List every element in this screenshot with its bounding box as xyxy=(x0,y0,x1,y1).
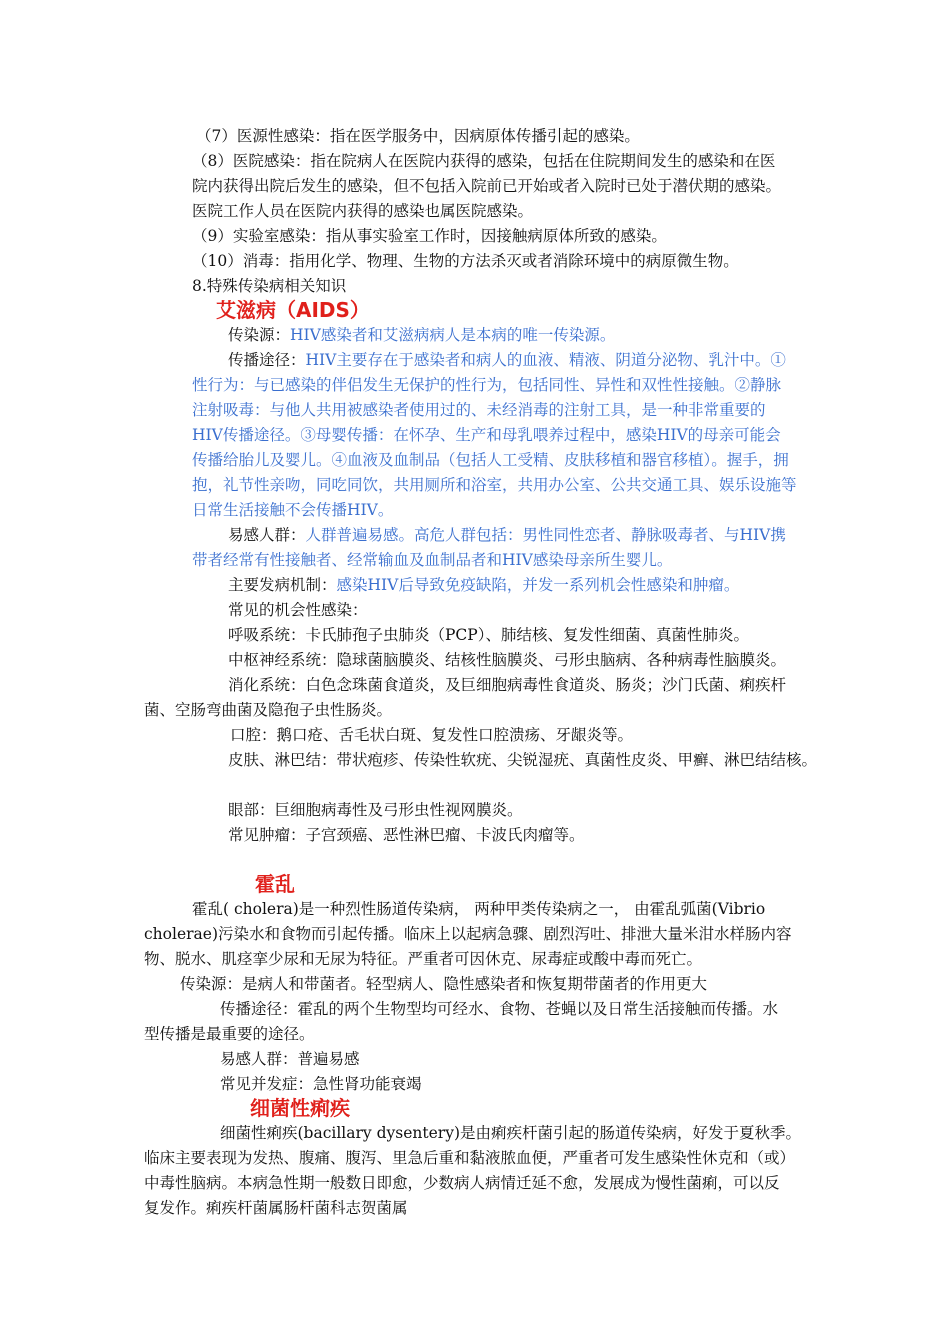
text-line: cholerae)污染水和食物而引起传播。临床上以起病急骤、剧烈泻吐、排泄大量米泔水样肠内容 xyxy=(144,925,792,943)
text-line: 日常生活接触不会传播HIV。 xyxy=(192,501,394,519)
text-line: HIV传播途径。③母婴传播：在怀孕、生产和母乳喂养过程中，感染HIV的母亲可能会 xyxy=(192,426,781,444)
heading-dysentery: 细菌性痢疾 xyxy=(250,1096,350,1120)
text-line: 物、脱水、肌痉挛少尿和无尿为特征。严重者可因休克、尿毒症或酸中毒而死亡。 xyxy=(144,950,703,968)
text-line: 中枢神经系统：隐球菌脑膜炎、结核性脑膜炎、弓形虫脑病、各种病毒性脑膜炎。 xyxy=(228,651,787,669)
text-line: 院内获得出院后发生的感染，但不包括入院前已开始或者入院时已处于潜伏期的感染。 xyxy=(192,177,782,195)
text-line: 传染源：是病人和带菌者。轻型病人、隐性感染者和恢复期带菌者的作用更大 xyxy=(180,975,708,993)
text-line: 临床主要表现为发热、腹痛、腹泻、里急后重和黏液脓血便，严重者可发生感染性休克和（或） xyxy=(144,1149,796,1167)
text-line: 复发作。痢疾杆菌属肠杆菌科志贺菌属 xyxy=(144,1199,408,1217)
text-line: （7）医源性感染：指在医学服务中，因病原体传播引起的感染。 xyxy=(196,127,640,145)
text-line: 性行为：与已感染的伴侣发生无保护的性行为，包括同性、异性和双性性接触。②静脉 xyxy=(192,376,782,394)
field-value: 人群普遍易感。高危人群包括：男性同性恋者、静脉吸毒者、与HIV携 xyxy=(305,526,786,544)
text-line: 医院工作人员在医院内获得的感染也属医院感染。 xyxy=(192,202,534,220)
text-line: 带者经常有性接触者、经常输血及血制品者和HIV感染母亲所生婴儿。 xyxy=(192,551,673,569)
text-line: 霍乱( cholera)是一种烈性肠道传染病， 两种甲类传染病之一， 由霍乱弧菌(Vibrio xyxy=(192,900,766,918)
text-line: 常见的机会性感染： xyxy=(228,601,368,619)
field-label: 主要发病机制： xyxy=(228,576,337,594)
text-line: 消化系统：白色念珠菌食道炎，及巨细胞病毒性食道炎、肠炎；沙门氏菌、痢疾杆 xyxy=(228,676,787,694)
field-value: HIV主要存在于感染者和病人的血液、精液、阴道分泌物、乳汁中。① xyxy=(305,351,786,369)
text-line: 中毒性脑病。本病急性期一般数日即愈，少数病人病情迁延不愈，发展成为慢性菌痢，可以反 xyxy=(144,1174,780,1192)
text-line: 皮肤、淋巴结：带状疱疹、传染性软疣、尖锐湿疣、真菌性皮炎、甲癣、淋巴结结核。 xyxy=(228,751,818,769)
text-line xyxy=(228,325,615,345)
field-label: 传播途径： xyxy=(228,351,306,369)
text-line: 菌、空肠弯曲菌及隐孢子虫性肠炎。 xyxy=(144,701,393,719)
text-line: （8）医院感染：指在院病人在医院内获得的感染，包括在住院期间发生的感染和在医 xyxy=(192,152,776,170)
text-line: 易感人群：普遍易感 xyxy=(220,1050,360,1068)
text-line: （9）实验室感染：指从事实验室工作时，因接触病原体所致的感染。 xyxy=(192,227,667,245)
heading-cholera: 霍乱 xyxy=(255,872,295,896)
field-label: 传染源： xyxy=(228,326,291,344)
field-label: 易感人群： xyxy=(228,526,306,544)
text-line xyxy=(228,350,786,370)
text-line xyxy=(228,525,786,545)
text-line: 抱，礼节性亲吻，同吃同饮，共用厕所和浴室，共用办公室、公共交通工具、娱乐设施等 xyxy=(192,476,797,494)
text-line: 常见并发症：急性肾功能衰竭 xyxy=(220,1075,422,1093)
text-line: （10）消毒：指用化学、物理、生物的方法杀灭或者消除环境中的病原微生物。 xyxy=(192,252,739,270)
field-value: 感染HIV后导致免疫缺陷，并发一系列机会性感染和肿瘤。 xyxy=(336,576,740,594)
text-line xyxy=(228,575,739,595)
text-line: 传播给胎儿及婴儿。④血液及血制品（包括人工受精、皮肤移植和器官移植）。握手，拥 xyxy=(192,451,789,469)
text-line: 注射吸毒：与他人共用被感染者使用过的、未经消毒的注射工具，是一种非常重要的 xyxy=(192,401,766,419)
field-value: HIV感染者和艾滋病病人是本病的唯一传染源。 xyxy=(290,326,616,344)
text-line: 常见肿瘤：子宫颈癌、恶性淋巴瘤、卡波氏肉瘤等。 xyxy=(228,826,585,844)
text-line: 细菌性痢疾(bacillary dysentery)是由痢疾杆菌引起的肠道传染病，好发于夏秋季。 xyxy=(220,1124,802,1142)
text-line: 型传播是最重要的途径。 xyxy=(144,1025,315,1043)
heading-aids: 艾滋病（AIDS） xyxy=(216,298,370,322)
text-line: 口腔：鹅口疮、舌毛状白斑、复发性口腔溃疡、牙龈炎等。 xyxy=(230,726,634,744)
text-line: 眼部：巨细胞病毒性及弓形虫性视网膜炎。 xyxy=(228,801,523,819)
text-line: 呼吸系统：卡氏肺孢子虫肺炎（PCP）、肺结核、复发性细菌、真菌性肺炎。 xyxy=(228,626,749,644)
section-label: 8.特殊传染病相关知识 xyxy=(192,277,347,295)
text-line: 传播途径：霍乱的两个生物型均可经水、食物、苍蝇以及日常生活接触而传播。水 xyxy=(220,1000,779,1018)
